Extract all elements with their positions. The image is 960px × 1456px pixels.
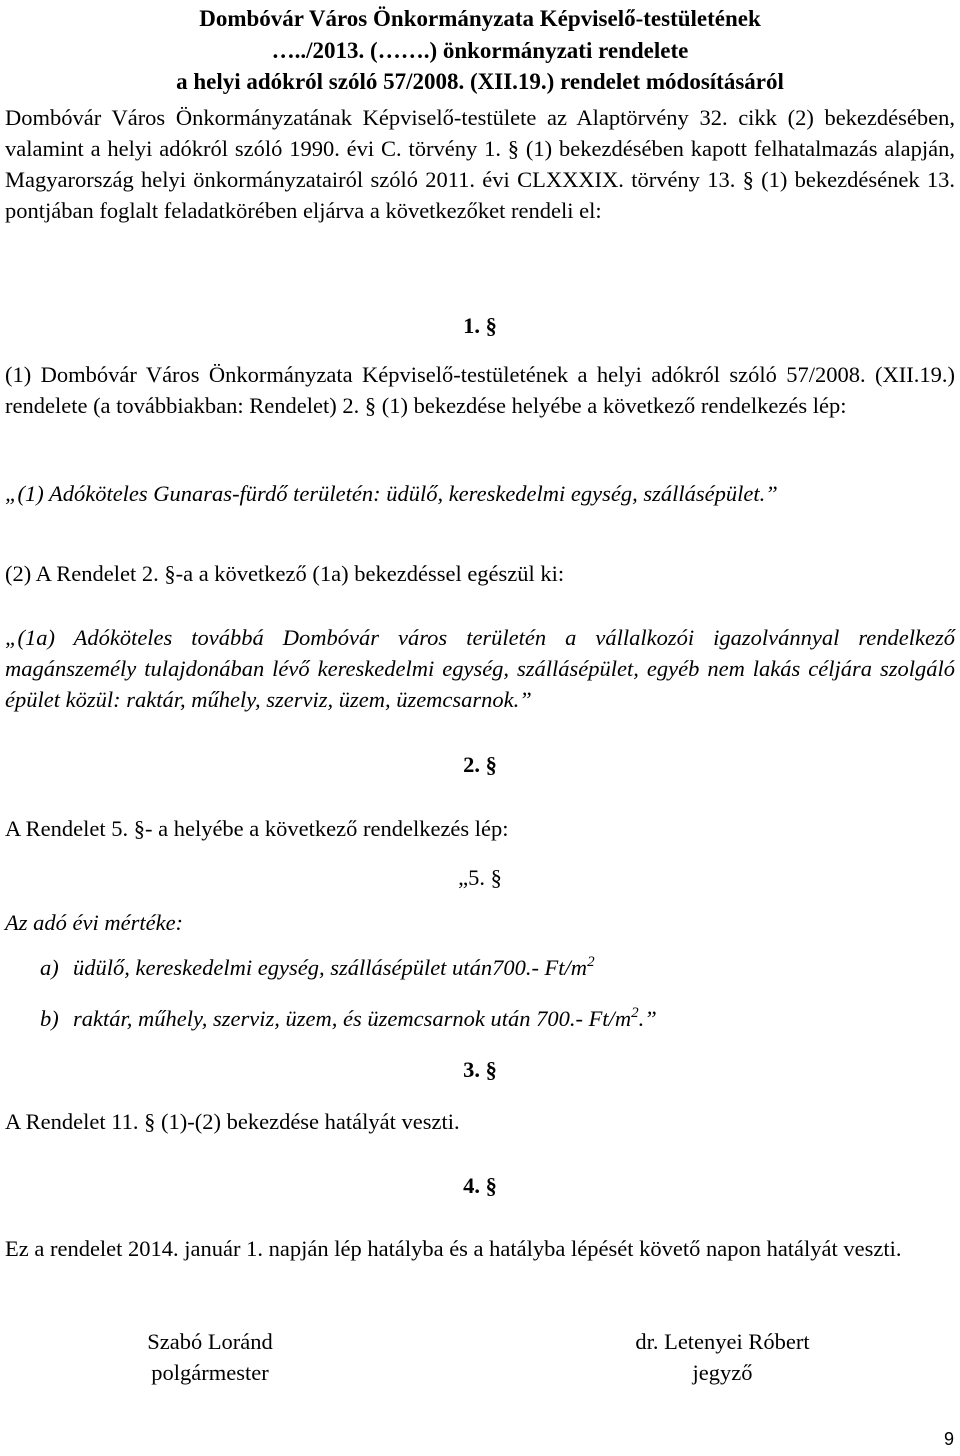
document-title — [0, 3, 960, 98]
signature-right-name: dr. Letenyei Róbert — [635, 1329, 810, 1354]
rate-item-b-end: .” — [638, 1006, 657, 1031]
rate-item-b — [40, 1003, 940, 1034]
section-1-quote-2: „(1a) Adóköteles továbbá Dombóvár város területén a vállalkozói igazolvánnyal rendelkező magánszemély tulajdonában lévő kereskedelmi egység, szállásépület, egyéb nem lakás céljára szolgáló épület közül: raktár, műhely, szerviz, üzem, üzemcsarnok.” — [5, 625, 955, 712]
signature-right — [600, 1326, 845, 1388]
section-2-intro: A Rendelet 5. §- a helyébe a következő rendelkezés lép: — [5, 816, 509, 841]
rate-title: Az adó évi mértéke: — [5, 910, 184, 935]
signature-left-title: polgármester — [151, 1360, 269, 1385]
section-1-paragraph-2: (2) A Rendelet 2. §-a a következő (1a) bekezdéssel egészül ki: — [5, 561, 565, 586]
preamble-paragraph: Dombóvár Város Önkormányzatának Képviselő-testülete az Alaptörvény 32. cikk (2) bekezdésében, valamint a helyi adókról szóló 1990. évi C. törvény 1. § (1) bekezdésében kapott felhatalmazás alapján, Magyarország helyi önkormányzatairól szóló 2011. évi CLXXXIX. törvény 13. § (1) bekezdésének 13. pontjában foglalt feladatkörében eljárva a következőket rendeli el: — [5, 105, 955, 223]
section-1-paragraph-1: (1) Dombóvár Város Önkormányzata Képviselő-testületének a helyi adókról szóló 57/2008. (XII.19.) rendelete (a továbbiakban: Rendelet) 2. § (1) bekezdése helyébe a következő rendelkezés lép: — [5, 362, 955, 418]
rate-item-b-label: b) — [40, 1006, 59, 1031]
signature-left — [110, 1326, 310, 1388]
inner-section-5-heading: „5. § — [458, 865, 502, 890]
section-3-text: A Rendelet 11. § (1)-(2) bekezdése hatályát veszti. — [5, 1109, 460, 1134]
section-1-quote-1: „(1) Adóköteles Gunaras-fürdő területén: üdülő, kereskedelmi egység, szállásépület.” — [5, 481, 778, 506]
rate-item-a — [40, 952, 940, 983]
section-3-heading: 3. § — [463, 1057, 497, 1082]
rate-item-b-text: raktár, műhely, szerviz, üzem, és üzemcsarnok után 700.- Ft/m — [73, 1006, 632, 1031]
section-4-text: Ez a rendelet 2014. január 1. napján lép hatályba és a hatályba lépését követő napon hatályát veszti. — [5, 1236, 902, 1261]
title-line-3: a helyi adókról szóló 57/2008. (XII.19.) rendelet módosításáról — [176, 69, 784, 94]
rate-item-a-superscript: 2 — [587, 954, 595, 970]
page-number: 9 — [943, 1429, 954, 1449]
section-4-heading: 4. § — [463, 1173, 497, 1198]
rate-item-b-superscript: 2 — [631, 1005, 639, 1021]
section-1-heading: 1. § — [463, 313, 497, 338]
rate-item-a-text: üdülő, kereskedelmi egység, szállásépület után700.- Ft/m — [73, 955, 588, 980]
section-2-heading: 2. § — [463, 752, 497, 777]
signature-left-name: Szabó Loránd — [147, 1329, 273, 1354]
title-line-2: …../2013. (…….) önkormányzati rendelete — [271, 37, 689, 63]
signature-right-title: jegyző — [692, 1360, 753, 1385]
rate-item-a-label: a) — [40, 955, 59, 980]
title-line-1: Dombóvár Város Önkormányzata Képviselő-testületének — [199, 6, 761, 31]
